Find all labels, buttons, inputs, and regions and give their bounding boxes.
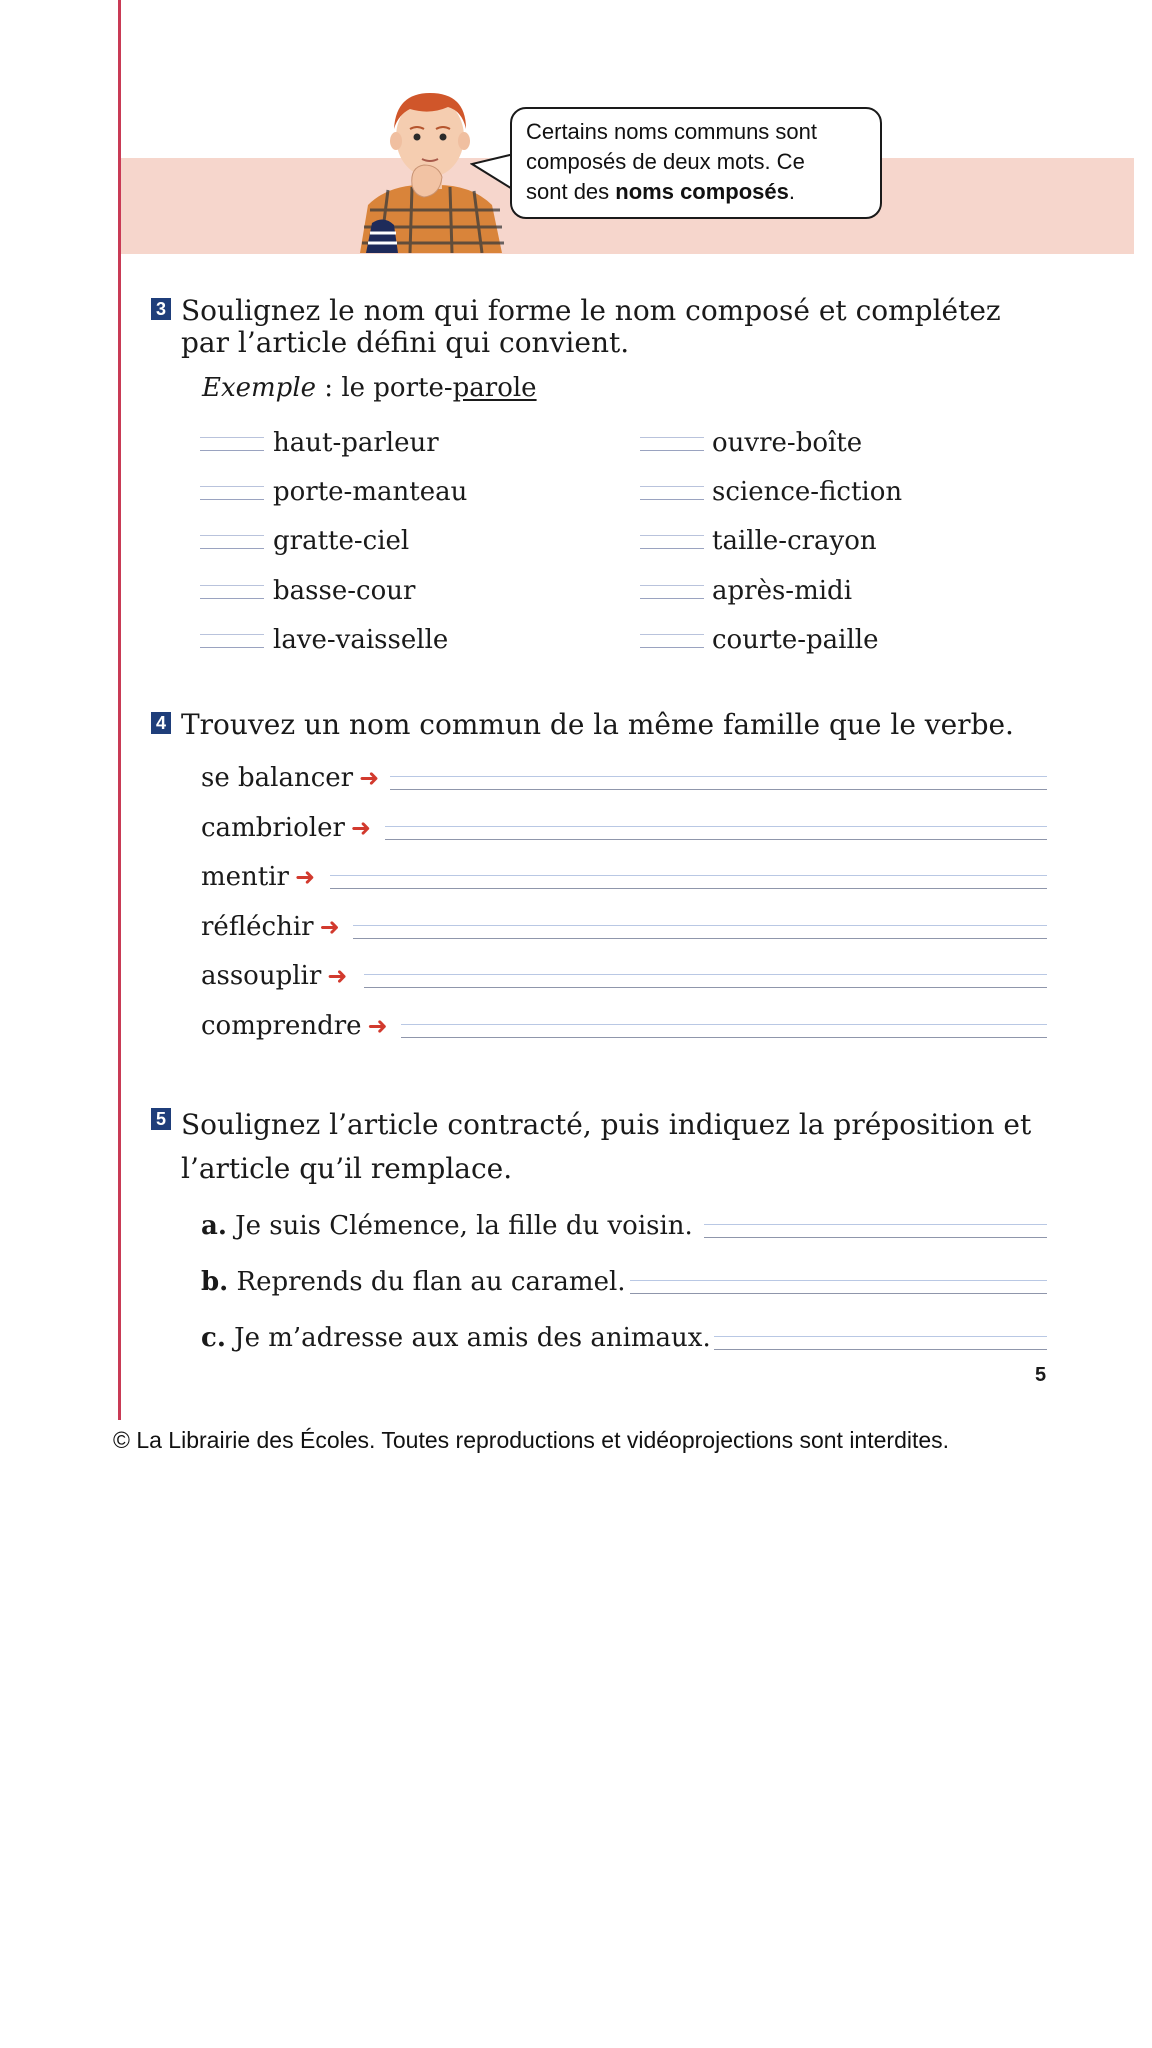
verb: mentir bbox=[201, 862, 289, 892]
exercise-4-number: 4 bbox=[151, 712, 171, 734]
bubble-line-1: Certains noms communs sont bbox=[526, 119, 817, 144]
exercise-3-prompt-line-1: Soulignez le nom qui forme le nom composé et complétez bbox=[181, 294, 1001, 327]
exercise-3-number: 3 bbox=[151, 298, 171, 320]
bubble-line-2: composés de deux mots. Ce bbox=[526, 149, 805, 174]
item-letter: a. bbox=[201, 1211, 227, 1241]
compound-noun: lave-vaisselle bbox=[273, 625, 449, 655]
item-letter: b. bbox=[201, 1267, 229, 1297]
exercise-5-prompt-line-2: l’article qu’il remplace. bbox=[181, 1152, 513, 1185]
verb-row bbox=[201, 1010, 388, 1042]
answer-line[interactable] bbox=[704, 1224, 1047, 1238]
arrow-right-icon: ➜ bbox=[359, 764, 380, 792]
example-label: Exemple bbox=[202, 373, 317, 403]
verb-row bbox=[201, 911, 340, 943]
exercise-3-example bbox=[202, 371, 537, 405]
arrow-right-icon: ➜ bbox=[319, 913, 340, 941]
compound-noun: courte-paille bbox=[712, 625, 879, 655]
compound-noun: gratte-ciel bbox=[273, 526, 410, 556]
verb-row bbox=[201, 812, 371, 844]
bubble-line-3-end: . bbox=[788, 179, 796, 204]
arrow-right-icon: ➜ bbox=[294, 863, 316, 891]
page-number: 5 bbox=[1035, 1364, 1047, 1386]
article-blank[interactable] bbox=[640, 486, 704, 500]
compound-noun: science-fiction bbox=[712, 477, 903, 507]
verb: réfléchir bbox=[201, 912, 314, 942]
verb: assouplir bbox=[201, 961, 322, 991]
arrow-right-icon: ➜ bbox=[350, 814, 371, 842]
article-blank[interactable] bbox=[200, 437, 264, 451]
arrow-right-icon: ➜ bbox=[327, 962, 348, 990]
exercise-4-prompt: Trouvez un nom commun de la même famille que le verbe. bbox=[181, 708, 1014, 741]
compound-noun: haut-parleur bbox=[273, 428, 439, 458]
verb-row bbox=[201, 960, 347, 992]
compound-noun: ouvre-boîte bbox=[712, 428, 863, 458]
arrow-right-icon: ➜ bbox=[367, 1012, 388, 1040]
bubble-line-3-start: sont des bbox=[526, 179, 616, 204]
example-text: : le porte- bbox=[316, 373, 453, 403]
sentence-item bbox=[201, 1322, 711, 1354]
sentence-item bbox=[201, 1266, 626, 1298]
item-sentence: Je suis Clémence, la fille du voisin. bbox=[235, 1211, 693, 1241]
verb-row bbox=[201, 762, 379, 794]
sentence-item bbox=[201, 1210, 693, 1242]
copyright-notice: © La Librairie des Écoles. Toutes reproductions et vidéoprojections sont interdites. bbox=[113, 1427, 950, 1453]
answer-line[interactable] bbox=[385, 826, 1047, 840]
exercise-3-prompt-line-2: par l’article défini qui convient. bbox=[181, 326, 630, 359]
exercise-5-number: 5 bbox=[151, 1108, 171, 1130]
verb: se balancer bbox=[201, 763, 354, 793]
compound-noun: porte-manteau bbox=[273, 477, 468, 507]
speech-bubble bbox=[510, 107, 882, 219]
answer-line[interactable] bbox=[330, 875, 1047, 889]
article-blank[interactable] bbox=[200, 634, 264, 648]
answer-line[interactable] bbox=[364, 974, 1047, 988]
answer-line[interactable] bbox=[401, 1024, 1047, 1038]
article-blank[interactable] bbox=[640, 437, 704, 451]
exercise-5-prompt-line-1: Soulignez l’article contracté, puis indiquez la préposition et bbox=[181, 1108, 1032, 1141]
article-blank[interactable] bbox=[640, 634, 704, 648]
verb: comprendre bbox=[201, 1011, 362, 1041]
article-blank[interactable] bbox=[200, 486, 264, 500]
verb: cambrioler bbox=[201, 813, 345, 843]
example-underlined: parole bbox=[452, 373, 537, 403]
article-blank[interactable] bbox=[640, 585, 704, 599]
compound-noun: basse-cour bbox=[273, 576, 416, 606]
answer-line[interactable] bbox=[353, 925, 1047, 939]
item-sentence: Je m’adresse aux amis des animaux. bbox=[234, 1323, 711, 1353]
answer-line[interactable] bbox=[630, 1280, 1047, 1294]
verb-row bbox=[201, 861, 315, 893]
answer-line[interactable] bbox=[390, 776, 1047, 790]
bubble-line-3 bbox=[526, 177, 866, 207]
item-letter: c. bbox=[201, 1323, 226, 1353]
compound-noun: taille-crayon bbox=[712, 526, 877, 556]
bubble-bold-term: noms composés bbox=[615, 179, 789, 204]
article-blank[interactable] bbox=[640, 535, 704, 549]
article-blank[interactable] bbox=[200, 535, 264, 549]
compound-noun: après-midi bbox=[712, 576, 853, 606]
item-sentence: Reprends du flan au caramel. bbox=[236, 1267, 626, 1297]
answer-line[interactable] bbox=[714, 1336, 1047, 1350]
article-blank[interactable] bbox=[200, 585, 264, 599]
